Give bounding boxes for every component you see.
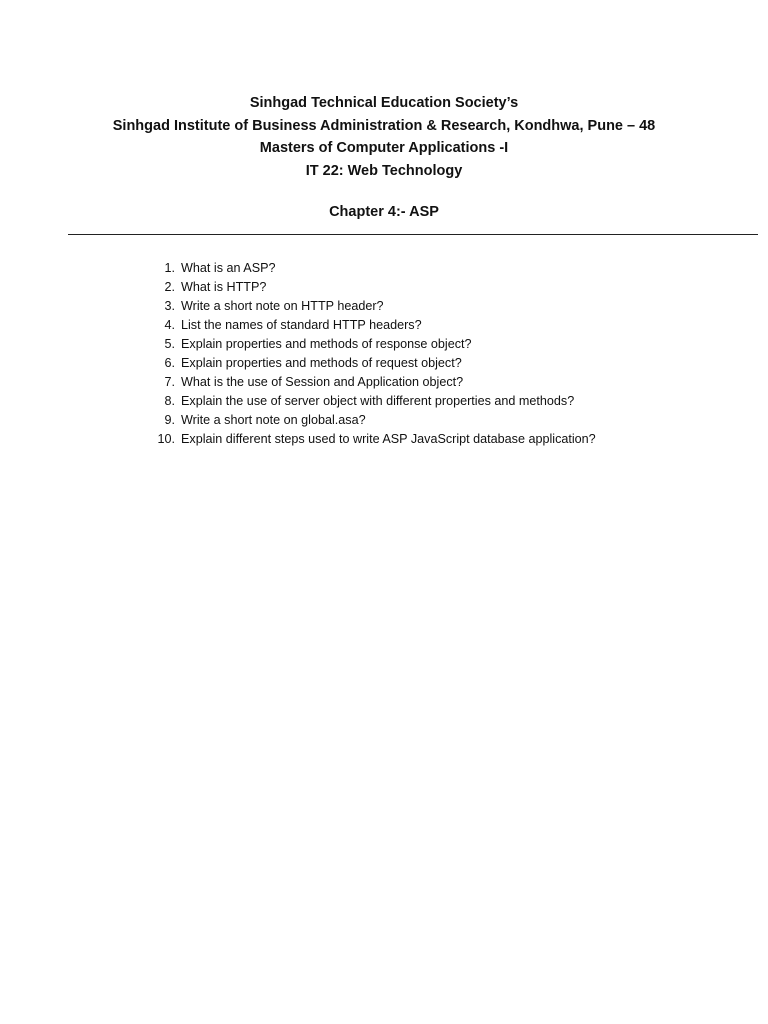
question-text: What is the use of Session and Application object? — [181, 375, 464, 389]
question-text: Explain different steps used to write ASP JavaScript database application? — [181, 432, 596, 446]
question-list — [150, 259, 596, 449]
horizontal-divider — [68, 234, 758, 235]
question-number: 4. — [164, 318, 175, 332]
question-number: 7. — [164, 375, 175, 389]
question-item — [150, 392, 596, 411]
question-text: Explain properties and methods of request object? — [181, 356, 462, 370]
question-item — [150, 259, 596, 278]
institute-name: Sinhgad Institute of Business Administration & Research, Kondhwa, Pune – 48 — [112, 117, 656, 134]
question-number: 6. — [164, 356, 175, 370]
question-text: What is an ASP? — [181, 261, 276, 275]
question-number: 5. — [164, 337, 175, 351]
chapter-title: Chapter 4:- ASP — [329, 204, 439, 220]
question-item — [150, 316, 596, 335]
question-item — [150, 411, 596, 430]
question-text: Explain the use of server object with different properties and methods? — [181, 394, 575, 408]
question-item — [150, 354, 596, 373]
society-name: Sinhgad Technical Education Society’s — [249, 95, 519, 111]
question-number: 1. — [164, 261, 175, 275]
question-number: 9. — [164, 413, 175, 427]
question-number: 10. — [157, 432, 175, 446]
question-item — [150, 278, 596, 297]
program-name: Masters of Computer Applications -I — [259, 140, 509, 156]
question-number: 8. — [164, 394, 175, 408]
course-name: IT 22: Web Technology — [305, 162, 463, 179]
question-text: Write a short note on global.asa? — [181, 413, 366, 427]
question-text: Write a short note on HTTP header? — [181, 299, 384, 313]
question-item — [150, 373, 596, 392]
question-text: List the names of standard HTTP headers? — [181, 318, 422, 332]
question-number: 3. — [164, 299, 175, 313]
question-item — [150, 335, 596, 354]
document-header — [0, 92, 768, 182]
question-item — [150, 297, 596, 316]
question-number: 2. — [164, 280, 175, 294]
question-item — [150, 430, 596, 449]
question-text: What is HTTP? — [181, 280, 267, 294]
question-text: Explain properties and methods of response object? — [181, 337, 472, 351]
